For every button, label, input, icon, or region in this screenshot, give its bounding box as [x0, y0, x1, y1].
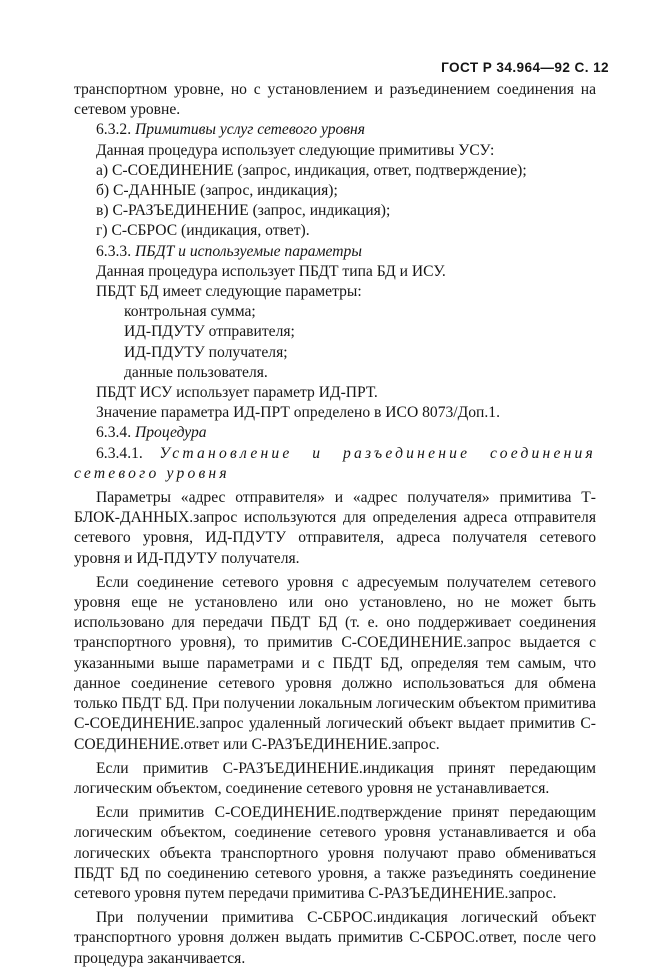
- section-heading-6-3-4-1: [74, 444, 596, 484]
- paragraph-param-value: Значение параметра ИД-ПРТ определено в ИСО 8073/Доп.1.: [96, 404, 500, 422]
- paragraph-addresses: Параметры «адрес отправителя» и «адрес получателя» примитива Т-БЛОК-ДАННЫХ.запрос используются для определения адреса отправителя сетевого уровня, ИД-ПДУТУ отправителя, адреса получателя сетевого уровня и ИД-ПДУТУ получателя.: [74, 489, 596, 567]
- param-item-receiver-id: ИД-ПДУТУ получателя;: [124, 343, 288, 361]
- section-number: 6.3.2.: [96, 121, 132, 139]
- paragraph-pbdt-types: Данная процедура использует ПБДТ типа БД и ИСУ.: [96, 262, 446, 280]
- section-heading-6-3-4: [74, 423, 596, 443]
- section-number: 6.3.4.1.: [96, 444, 143, 462]
- paragraph-continuation: транспортном уровне, но с установлением и разъединением соединения на сетевом уровне.: [74, 81, 596, 119]
- paragraph-pbdt-params: ПБДТ БД имеет следующие параметры:: [96, 283, 362, 301]
- paragraph-connection-request: Если соединение сетевого уровня с адресуемым получателем сетевого уровня еще не установлено или оно установлено, но не может быть использовано для передачи ПБДТ БД (т. е. оно поддерживает соединения транспортного уровня), то примитив С-СОЕДИНЕНИЕ.запрос выдается с указанными выше параметрами и с ПБДТ БД, определяя тем самым, что данное соединение сетевого уровня должно использоваться для обмена только ПБДТ БД. При получении локальным логическим объектом примитива С-СОЕДИНЕНИЕ.запрос удаленный логический объект выдает примитив С-СОЕДИНЕНИЕ.ответ или С-РАЗЪЕДИНЕНИЕ.запрос.: [74, 573, 596, 753]
- document-body: [74, 80, 596, 969]
- list-item-v: в) С-РАЗЪЕДИНЕНИЕ (запрос, индикация);: [96, 202, 391, 220]
- section-number: 6.3.3.: [96, 242, 132, 260]
- paragraph-primitives-intro: Данная процедура использует следующие примитивы УСУ:: [96, 141, 495, 159]
- paragraph-connection-confirm: Если примитив С-СОЕДИНЕНИЕ.подтверждение принят передающим логическим объектом, соединение сетевого уровня устанавливается и оба логических объекта транспортного уровня получают право обмениваться ПБДТ БД по соединению сетевого уровня, а также разъединять соединение сетевого уровня путем передачи примитива С-РАЗЪЕДИНЕНИЕ.запрос.: [74, 804, 596, 902]
- list-item-b: б) С-ДАННЫЕ (запрос, индикация);: [96, 182, 338, 200]
- section-title: ПБДТ и используемые параметры: [135, 242, 362, 260]
- page-header: ГОСТ Р 34.964—92 С. 12: [441, 60, 609, 75]
- section-title: Процедура: [135, 424, 207, 442]
- section-number: 6.3.4.: [96, 424, 132, 442]
- param-item-user-data: данные пользователя.: [124, 363, 268, 381]
- section-title: Примитивы услуг сетевого уровня: [135, 121, 366, 139]
- param-item-checksum: контрольная сумма;: [124, 303, 256, 321]
- section-heading-6-3-2: [74, 120, 596, 140]
- param-item-sender-id: ИД-ПДУТУ отправителя;: [124, 323, 295, 341]
- section-title: Установление и разъединение соединения сетевого уровня: [74, 444, 596, 482]
- list-item-g: г) С-СБРОС (индикация, ответ).: [96, 222, 310, 240]
- list-item-a: а) С-СОЕДИНЕНИЕ (запрос, индикация, ответ, подтверждение);: [96, 161, 527, 179]
- paragraph-isu-param: ПБДТ ИСУ использует параметр ИД-ПРТ.: [96, 384, 378, 402]
- paragraph-reset: При получении примитива С-СБРОС.индикация логический объект транспортного уровня должен выдать примитив С-СБРОС.ответ, после чего процедура заканчивается.: [74, 909, 596, 967]
- section-heading-6-3-3: [74, 242, 596, 262]
- paragraph-disconnect-indication: Если примитив С-РАЗЪЕДИНЕНИЕ.индикация принят передающим логическим объектом, соединение сетевого уровня не устанавливается.: [74, 759, 596, 797]
